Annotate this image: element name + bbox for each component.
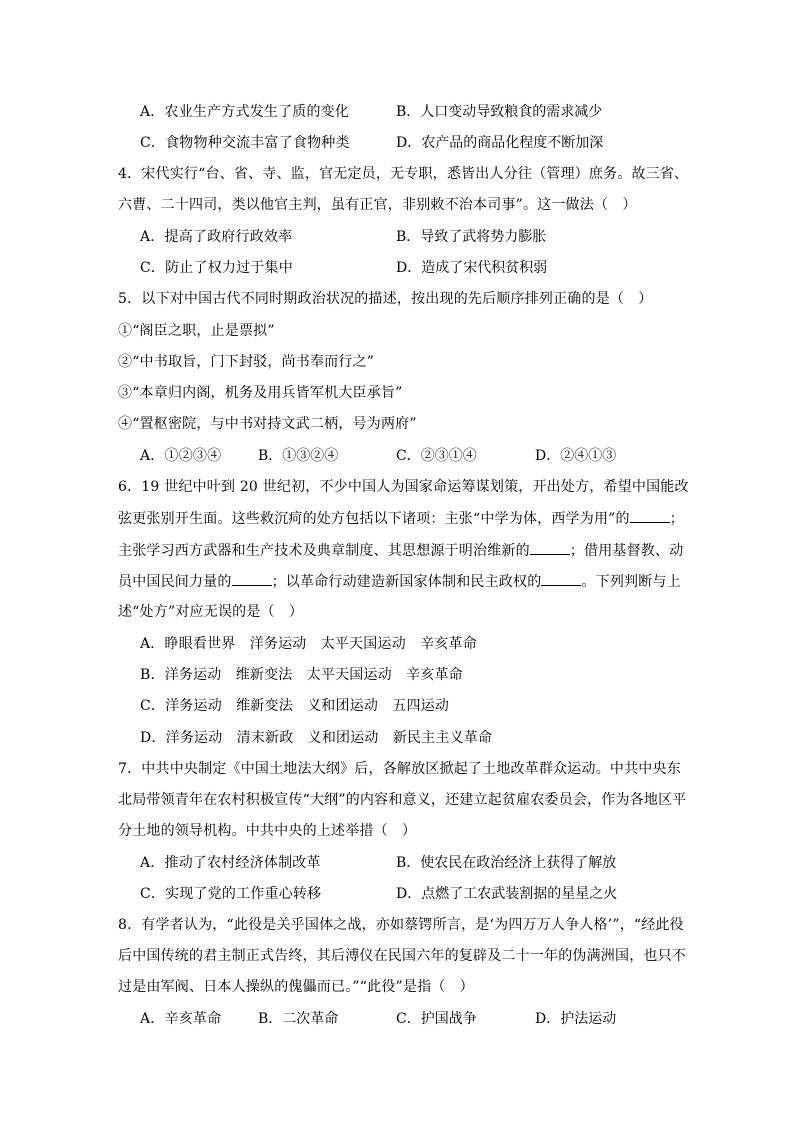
q6-option-c[interactable]: C．洋务运动 维新变法 义和团运动 五四运动 <box>140 698 450 714</box>
q6-line2-text: 弦更张别开生面。这些救沉疴的处方包括以下诸项：主张“中学为体，西学为用”的 <box>118 511 630 527</box>
q8-stem-line-3: 过是由军阀、日本人操纵的傀儡而已。”“此役”是指（ ） <box>118 979 474 995</box>
q6-stem-line-4 <box>118 571 681 592</box>
q5-item-1: ①“阁臣之职，止是票拟” <box>118 323 275 339</box>
q4-stem-line-2: 六曹、二十四司，类以他官主判，虽有正官，非别敕不治本司事”。这一做法（ ） <box>118 197 637 213</box>
q8-option-a[interactable]: A．辛亥革命 <box>140 1011 222 1027</box>
q4-stem-line-1: 4．宋代实行“台、省、寺、监，官无定员，无专职，悉皆出人分往（管理）庶务。故三省、 <box>118 166 689 182</box>
q6-line4-end: 。下列判断与上 <box>581 574 681 590</box>
q6-stem-line-2 <box>118 508 684 529</box>
q7-option-c[interactable]: C．实现了党的工作重心转移 <box>140 886 322 902</box>
q7-stem-line-1: 7．中共中央制定《中国土地法大纲》后，各解放区掀起了土地改革群众运动。中共中央东 <box>118 761 681 777</box>
q5-option-a[interactable]: A．①②③④ <box>140 448 222 464</box>
q6-line3-text: 主张学习西方武器和生产技术及典章制度、其思想源于明治维新的 <box>118 543 530 559</box>
q3-option-a[interactable]: A．农业生产方式发生了质的变化 <box>140 104 350 120</box>
q5-option-c[interactable]: C．②③①④ <box>396 448 477 464</box>
blank-underline <box>232 571 272 586</box>
q5-item-3: ③“本章归内阁，机务及用兵皆军机大臣承旨” <box>118 385 403 401</box>
q5-option-d[interactable]: D．②④①③ <box>535 448 617 464</box>
q8-stem-line-1: 8．有学者认为，“此役是关乎国体之战，亦如蔡锷所言，是‘为四万万人争人格’”，“经此役 <box>118 917 684 933</box>
q4-option-d[interactable]: D．造成了宋代积贫积弱 <box>396 260 548 276</box>
q7-option-d[interactable]: D．点燃了工农武装割据的星星之火 <box>396 886 618 902</box>
blank-underline <box>530 540 570 555</box>
q3-option-d[interactable]: D．农产品的商品化程度不断加深 <box>396 135 604 151</box>
q6-stem-line-5: 述“处方”对应无误的是（ ） <box>118 604 304 620</box>
q6-option-d[interactable]: D．洋务运动 清末新政 义和团运动 新民主主义革命 <box>140 730 493 746</box>
q6-stem-line-3 <box>118 540 683 561</box>
q3-option-c[interactable]: C．食物物种交流丰富了食物种类 <box>140 135 350 151</box>
q3-option-b[interactable]: B．人口变动导致粮食的需求减少 <box>396 104 603 120</box>
q6-line3-end: ；借用基督教、动 <box>569 543 684 559</box>
q8-stem-line-2: 后中国传统的君主制正式告终，其后溥仪在民国六年的复辟及二十一年的伪满洲国，也只不 <box>118 948 686 964</box>
q4-option-b[interactable]: B．导致了武将势力膨胀 <box>396 229 547 245</box>
q8-option-c[interactable]: C．护国战争 <box>396 1011 477 1027</box>
q6-option-b[interactable]: B．洋务运动 维新变法 太平天国运动 辛亥革命 <box>140 667 463 683</box>
q7-stem-line-3: 分土地的领导机构。中共中央的上述举措（ ） <box>118 823 417 839</box>
q6-option-a[interactable]: A．睁眼看世界 洋务运动 太平天国运动 辛亥革命 <box>140 636 477 652</box>
q6-line4-text: 员中国民间力量的 <box>118 574 232 590</box>
q5-stem: 5．以下对中国古代不同时期政治状况的描述，按出现的先后顺序排列正确的是（ ） <box>118 291 653 307</box>
blank-underline <box>630 508 670 523</box>
q4-option-c[interactable]: C．防止了权力过于集中 <box>140 260 293 276</box>
q5-item-4: ④“置枢密院，与中书对持文武二柄，号为两府” <box>118 416 417 432</box>
q6-stem-line-1: 6．19 世纪中叶到 20 世纪初，不少中国人为国家命运筹谋划策，开出处方，希望中国能改 <box>118 479 689 495</box>
q8-option-d[interactable]: D．护法运动 <box>535 1011 617 1027</box>
q5-item-2: ②“中书取旨，门下封驳，尚书奉而行之” <box>118 354 375 370</box>
q7-stem-line-2: 北局带领青年在农村积极宣传“大纲”的内容和意义，还建立起贫雇农委员会，作为各地区平 <box>118 792 687 808</box>
q6-line2-end: ； <box>669 511 684 527</box>
q5-option-b[interactable]: B．①③②④ <box>258 448 339 464</box>
q7-option-b[interactable]: B．使农民在政治经济上获得了解放 <box>396 855 617 871</box>
q6-line4-mid: ；以革命行动建造新国家体制和民主政权的 <box>271 574 542 590</box>
q8-option-b[interactable]: B．二次革命 <box>258 1011 339 1027</box>
q4-option-a[interactable]: A．提高了政府行政效率 <box>140 229 293 245</box>
q7-option-a[interactable]: A．推动了农村经济体制改革 <box>140 855 321 871</box>
blank-underline <box>541 571 581 586</box>
